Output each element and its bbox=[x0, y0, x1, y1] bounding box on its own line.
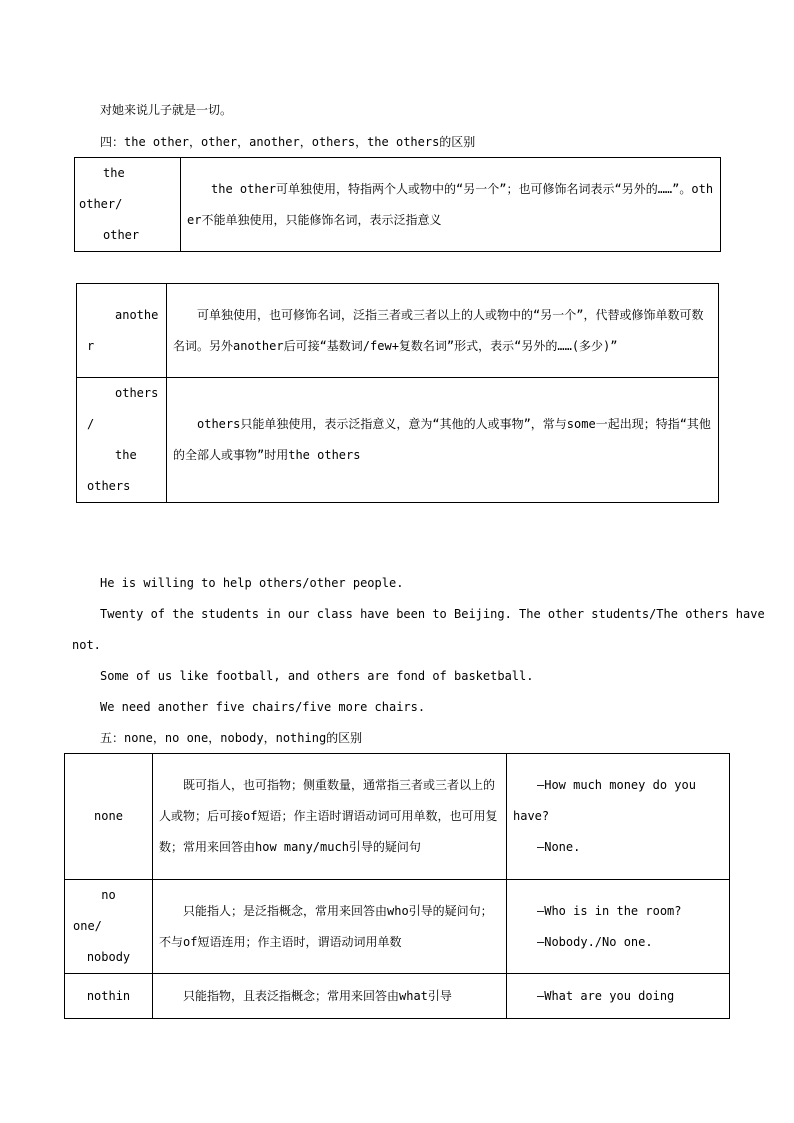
description-cell-others: others只能单独使用，表示泛指意义，意为“其他的人或事物”，常与some一起出现；特指“其他的全部人或事物”时用the others bbox=[167, 378, 719, 503]
example-sentence: not. bbox=[72, 638, 101, 652]
comparison-table-the-other bbox=[74, 157, 721, 252]
description-cell-nothing: 只能指物，且表泛指概念；常用来回答由what引导 bbox=[153, 974, 507, 1019]
term-cell-nobody: no one/ nobody bbox=[65, 880, 153, 974]
term-cell-none: none bbox=[65, 754, 153, 880]
term-cell-nothing: nothin bbox=[65, 974, 153, 1019]
example-sentence: Twenty of the students in our class have been to Beijing. The other students/The others have bbox=[100, 607, 765, 621]
description-cell-another: 可单独使用，也可修饰名词，泛指三者或三者以上的人或物中的“另一个”，代替或修饰单数可数名词。另外another后可接“基数词/few+复数名词”形式，表示“另外的……(多少)” bbox=[167, 284, 719, 378]
description-cell-nobody: 只能指人；是泛指概念，常用来回答由who引导的疑问句；不与of短语连用；作主语时，谓语动词用单数 bbox=[153, 880, 507, 974]
section4-heading: 四：the other，other，another，others，the others的区别 bbox=[100, 135, 476, 149]
section5-heading: 五：none，no one，nobody，nothing的区别 bbox=[100, 731, 363, 745]
example-cell-none: —How much money do you have? —None. bbox=[507, 754, 730, 880]
example-cell-nobody: —Who is in the room? —Nobody./No one. bbox=[507, 880, 730, 974]
description-cell-the-other: the other可单独使用，特指两个人或物中的“另一个”；也可修饰名词表示“另外的……”。other不能单独使用，只能修饰名词，表示泛指意义 bbox=[181, 158, 721, 252]
example-sentence: We need another five chairs/five more chairs. bbox=[100, 700, 426, 714]
term-cell-the-other: the other/ other bbox=[75, 158, 181, 252]
example-sentence: Some of us like football, and others are fond of basketball. bbox=[100, 669, 534, 683]
description-cell-none: 既可指人，也可指物；侧重数量，通常指三者或三者以上的人或物；后可接of短语；作主语时谓语动词可用单数，也可用复数；常用来回答由how many/much引导的疑问句 bbox=[153, 754, 507, 880]
comparison-table-another-others bbox=[76, 283, 719, 503]
term-cell-another: anothe r bbox=[77, 284, 167, 378]
comparison-table-none-nothing bbox=[64, 753, 730, 1019]
intro-sentence: 对她来说儿子就是一切。 bbox=[100, 103, 233, 117]
term-cell-others: others / the others bbox=[77, 378, 167, 503]
example-cell-nothing: —What are you doing bbox=[507, 974, 730, 1019]
example-sentence: He is willing to help others/other people. bbox=[100, 576, 404, 590]
